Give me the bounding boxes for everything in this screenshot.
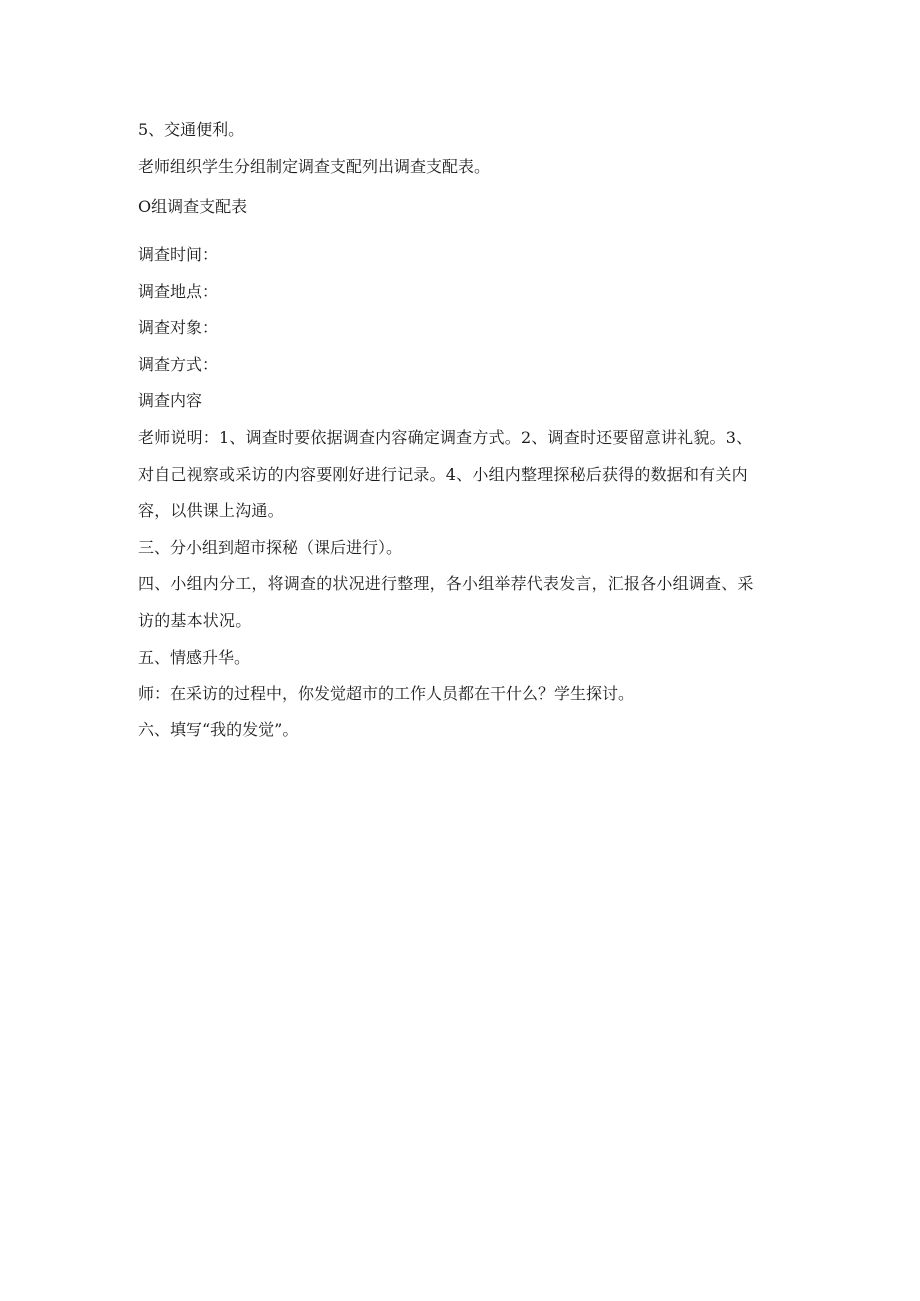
section-four-line-1: 四、小组内分工，将调查的状况进行整理，各小组举荐代表发言，汇报各小组调查、采 (138, 574, 754, 593)
text-line-teacher-organize: 老师组织学生分组制定调查支配列出调查支配表。 (138, 157, 491, 176)
section-six: 六、填写“我的发觉”。 (138, 720, 299, 739)
section-five: 五、情感升华。 (138, 648, 251, 667)
field-survey-method: 调查方式： (138, 355, 219, 374)
paragraph-teacher-notes-line-2: 对自己视察或采访的内容要刚好进行记录。4、小组内整理探秘后获得的数据和有关内 (138, 465, 748, 484)
field-survey-time: 调查时间： (138, 245, 219, 264)
table-heading: O组调查支配表 (138, 197, 248, 216)
section-three: 三、分小组到超市探秘（课后进行）。 (138, 538, 403, 557)
teacher-question: 师：在采访的过程中，你发觉超市的工作人员都在干什么？学生探讨。 (138, 684, 635, 703)
field-survey-content: 调查内容 (138, 391, 203, 410)
paragraph-teacher-notes-line-3: 容，以供课上沟通。 (138, 501, 284, 520)
paragraph-teacher-notes-line-1: 老师说明：1、调查时要依据调查内容确定调查方式。2、调查时还要留意讲礼貌。3、 (138, 428, 753, 447)
field-survey-location: 调查地点： (138, 282, 219, 301)
field-survey-target: 调查对象： (138, 318, 219, 337)
section-four-line-2: 访的基本状况。 (138, 611, 252, 630)
text-line-item-5: 5、交通便利。 (138, 120, 245, 139)
